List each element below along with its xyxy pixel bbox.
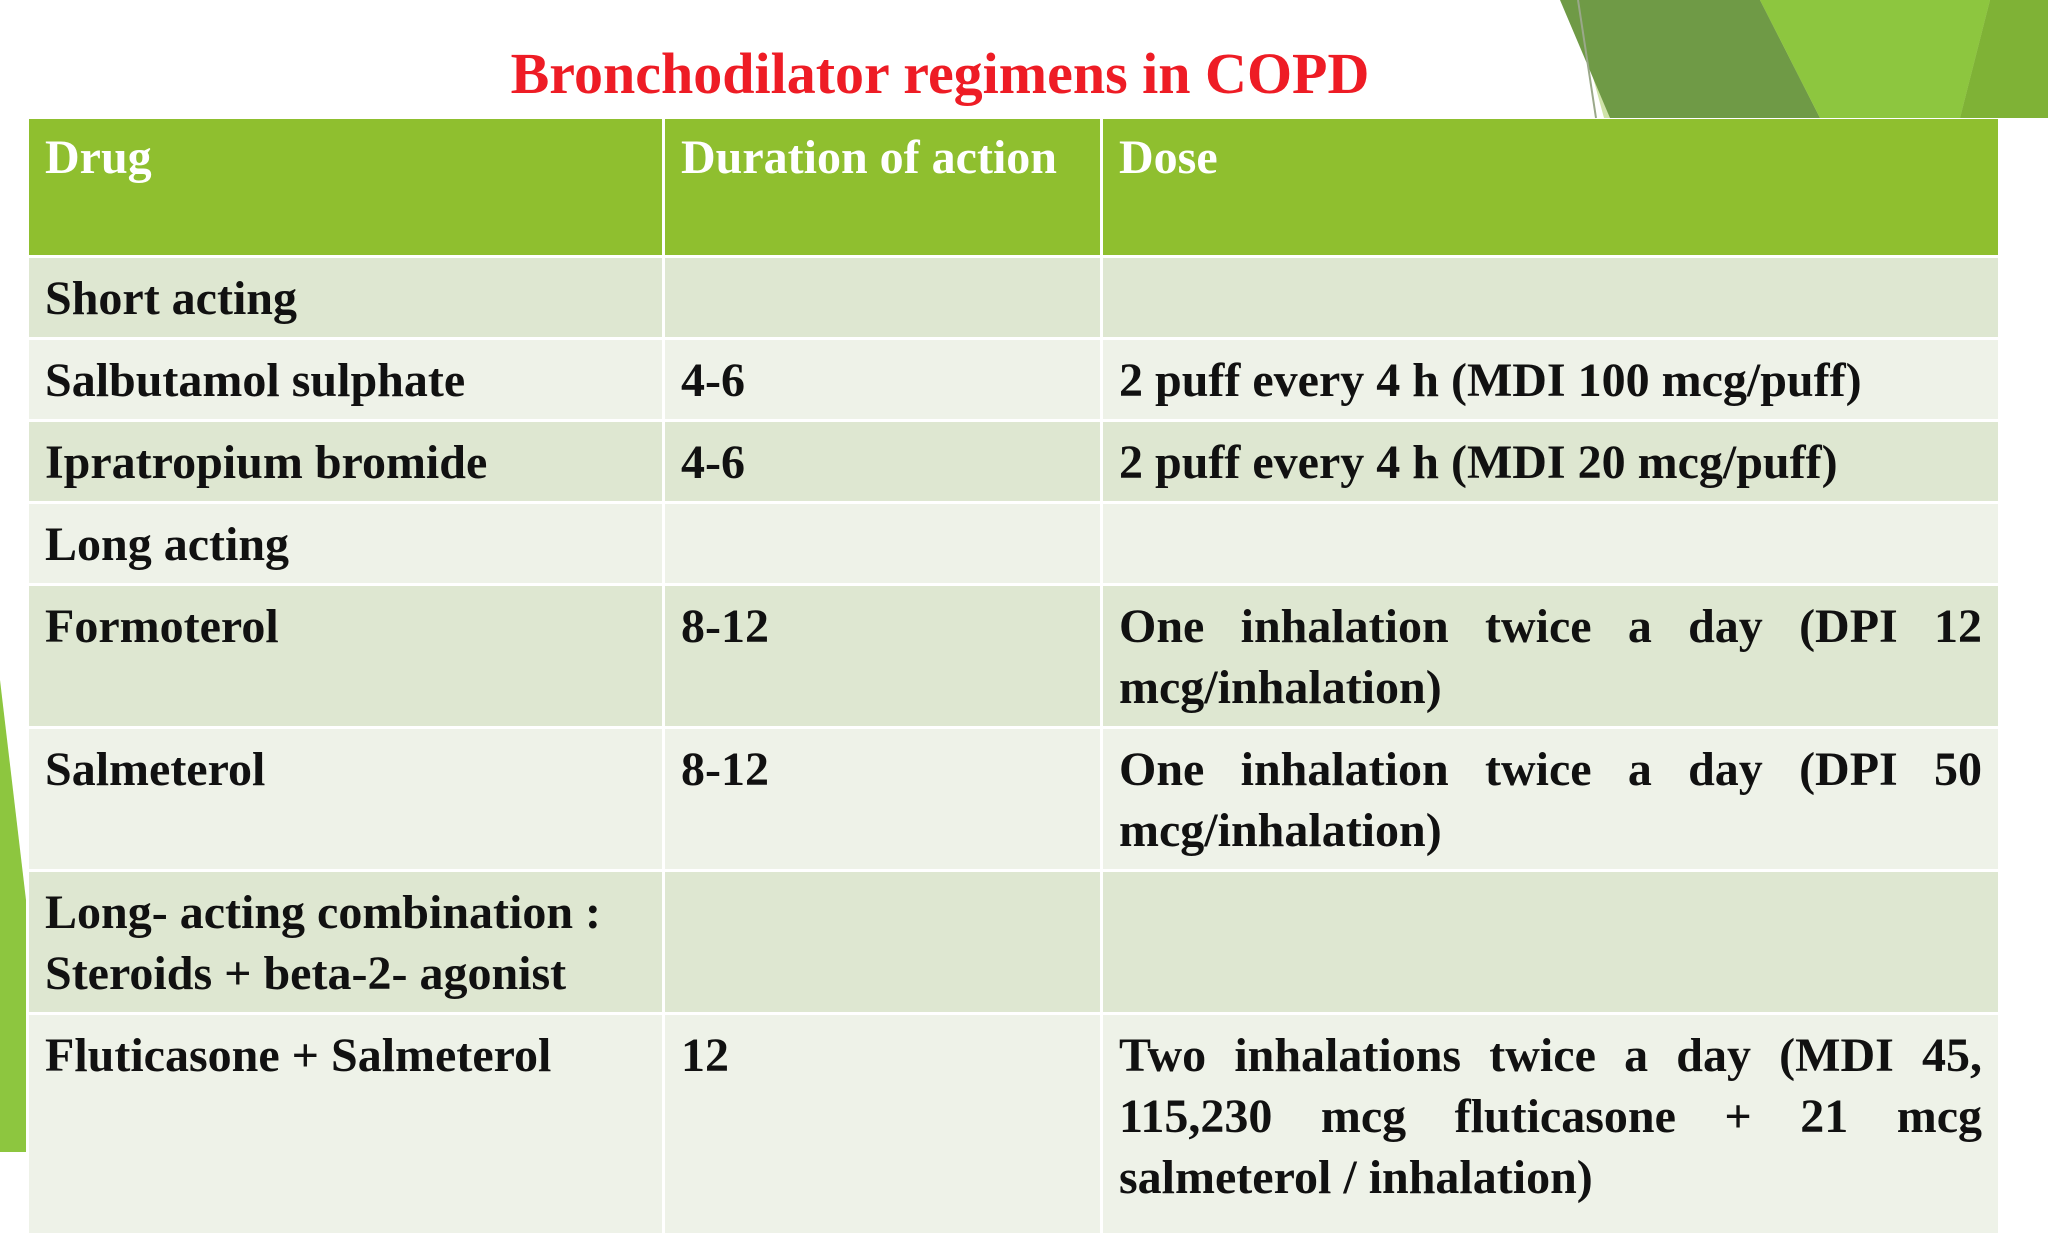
bronchodilator-table bbox=[26, 119, 2001, 1236]
duration-cell bbox=[664, 503, 1102, 585]
dose-cell: One inhalation twice a day (DPI 50 mcg/inhalation) bbox=[1102, 728, 2000, 871]
table-row bbox=[28, 503, 2000, 585]
drug-cell: Fluticasone + Salmeterol bbox=[28, 1014, 664, 1235]
table-row bbox=[28, 585, 2000, 728]
dose-cell: Two inhalations twice a day (MDI 45, 115,230 mcg fluticasone + 21 mcg salmeterol / inhalation) bbox=[1102, 1014, 2000, 1235]
table-row bbox=[28, 339, 2000, 421]
drug-cell: Long- acting combination : Steroids + beta-2- agonist bbox=[28, 871, 664, 1014]
duration-cell bbox=[664, 257, 1102, 339]
drug-cell: Ipratropium bromide bbox=[28, 421, 664, 503]
drug-cell: Salmeterol bbox=[28, 728, 664, 871]
drug-cell: Short acting bbox=[28, 257, 664, 339]
duration-cell: 4-6 bbox=[664, 421, 1102, 503]
dose-cell: 2 puff every 4 h (MDI 100 mcg/puff) bbox=[1102, 339, 2000, 421]
header-drug: Drug bbox=[28, 119, 664, 257]
duration-cell: 4-6 bbox=[664, 339, 1102, 421]
table-header-row bbox=[28, 119, 2000, 257]
duration-cell bbox=[664, 871, 1102, 1014]
duration-cell: 12 bbox=[664, 1014, 1102, 1235]
slide-title: Bronchodilator regimens in COPD bbox=[510, 41, 1370, 106]
dose-cell bbox=[1102, 257, 2000, 339]
table-row bbox=[28, 1014, 2000, 1235]
dose-cell bbox=[1102, 871, 2000, 1014]
table-row bbox=[28, 257, 2000, 339]
table-row bbox=[28, 871, 2000, 1014]
dose-cell: 2 puff every 4 h (MDI 20 mcg/puff) bbox=[1102, 421, 2000, 503]
drug-cell: Long acting bbox=[28, 503, 664, 585]
drug-cell: Salbutamol sulphate bbox=[28, 339, 664, 421]
header-dose: Dose bbox=[1102, 119, 2000, 257]
dose-cell bbox=[1102, 503, 2000, 585]
drug-cell: Formoterol bbox=[28, 585, 664, 728]
header-duration: Duration of action bbox=[664, 119, 1102, 257]
table-row bbox=[28, 728, 2000, 871]
duration-cell: 8-12 bbox=[664, 728, 1102, 871]
dose-cell: One inhalation twice a day (DPI 12 mcg/inhalation) bbox=[1102, 585, 2000, 728]
duration-cell: 8-12 bbox=[664, 585, 1102, 728]
table-row bbox=[28, 421, 2000, 503]
decor-left-sliver bbox=[0, 680, 26, 1152]
